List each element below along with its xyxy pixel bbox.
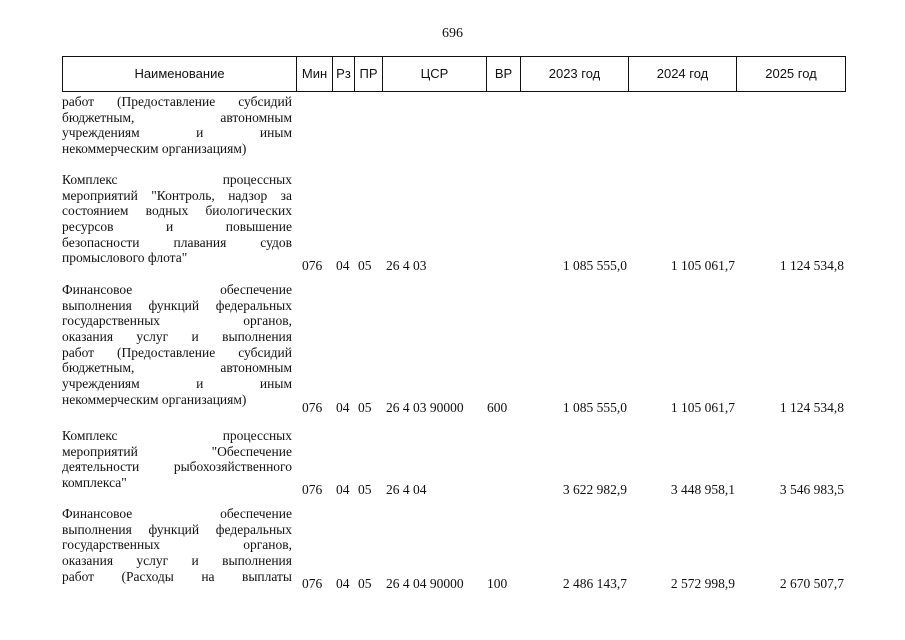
row-csr: 26 4 03 [386, 258, 427, 273]
row-name-line: состоянием водных биологических [62, 203, 292, 219]
row-name-line: работ (Расходы на выплаты [62, 568, 292, 584]
row-pr: 05 [358, 576, 372, 591]
row-name-line: ресурсов и повышение [62, 219, 292, 235]
header-csr: ЦСР [383, 57, 487, 91]
row-vr: 600 [487, 400, 508, 415]
row-name-line: выполнения функций федеральных [62, 521, 292, 537]
page-number: 696 [442, 26, 463, 41]
row-name-line: учреждениям и иным [62, 125, 292, 141]
row-name-line: бюджетным, автономным [62, 109, 292, 125]
row-pr: 05 [358, 258, 372, 273]
header-2025: 2025 год [765, 66, 817, 81]
row-2024: 1 105 061,7 [670, 258, 735, 273]
row-name-line: государственных органов, [62, 313, 292, 329]
header-pr: ПР [355, 57, 383, 91]
row-name-line: промыслового флота" [62, 250, 188, 266]
row-name [62, 428, 292, 491]
row-name-line: безопасности плавания судов [62, 234, 292, 250]
header-2024: 2024 год [629, 57, 737, 91]
row-name-line: мероприятий "Обеспечение [62, 443, 292, 459]
row-2023: 3 622 982,9 [562, 482, 627, 497]
row-name-line: бюджетным, автономным [62, 360, 292, 376]
row-2023: 1 085 555,0 [562, 400, 627, 415]
row-name-line: Комплекс процессных [62, 172, 292, 187]
row-pr: 05 [358, 482, 372, 497]
table-header [62, 56, 846, 92]
row-name [62, 282, 292, 408]
row-rz: 04 [336, 482, 350, 497]
row-csr: 26 4 03 90000 [386, 400, 464, 415]
row-name-line: работ (Предоставление субсидий [62, 94, 292, 109]
row-name-line: работ (Предоставление субсидий [62, 344, 292, 360]
row-rz: 04 [336, 258, 350, 273]
row-name [62, 506, 292, 584]
row-2023: 2 486 143,7 [562, 576, 627, 591]
row-2024: 3 448 958,1 [670, 482, 735, 497]
row-name-line: государственных органов, [62, 537, 292, 553]
row-name-line: Финансовое обеспечение [62, 282, 292, 297]
row-2025: 1 124 534,8 [779, 258, 844, 273]
row-name-line: выполнения функций федеральных [62, 297, 292, 313]
row-name-line: деятельности рыбохозяйственного [62, 459, 292, 475]
row-name-line: оказания услуг и выполнения [62, 329, 292, 345]
row-min: 076 [302, 258, 323, 273]
row-name-line: Комплекс процессных [62, 428, 292, 443]
row-name-line: Финансовое обеспечение [62, 506, 292, 521]
row-name-line: некоммерческим организациям) [62, 391, 247, 407]
row-name [62, 94, 292, 157]
header-rz: Рз [333, 57, 355, 91]
row-name-line: оказания услуг и выполнения [62, 553, 292, 569]
row-2024: 1 105 061,7 [670, 400, 735, 415]
row-min: 076 [302, 576, 323, 591]
row-name-line: мероприятий "Контроль, надзор за [62, 187, 292, 203]
row-2025: 1 124 534,8 [779, 400, 844, 415]
row-rz: 04 [336, 400, 350, 415]
header-name: Наименование [63, 57, 297, 91]
row-name-line: комплекса" [62, 475, 127, 491]
row-2025: 3 546 983,5 [779, 482, 844, 497]
row-min: 076 [302, 482, 323, 497]
row-csr: 26 4 04 90000 [386, 576, 464, 591]
row-vr: 100 [487, 576, 508, 591]
header-vr: ВР [487, 57, 521, 91]
row-name-line: учреждениям и иным [62, 376, 292, 392]
header-2023: 2023 год [521, 57, 629, 91]
row-name [62, 172, 292, 266]
row-rz: 04 [336, 576, 350, 591]
row-2023: 1 085 555,0 [562, 258, 627, 273]
header-min: Мин [297, 57, 333, 91]
row-min: 076 [302, 400, 323, 415]
row-csr: 26 4 04 [386, 482, 427, 497]
row-name-line: некоммерческим организациям) [62, 141, 247, 157]
row-2025: 2 670 507,7 [779, 576, 844, 591]
row-pr: 05 [358, 400, 372, 415]
row-2024: 2 572 998,9 [670, 576, 735, 591]
